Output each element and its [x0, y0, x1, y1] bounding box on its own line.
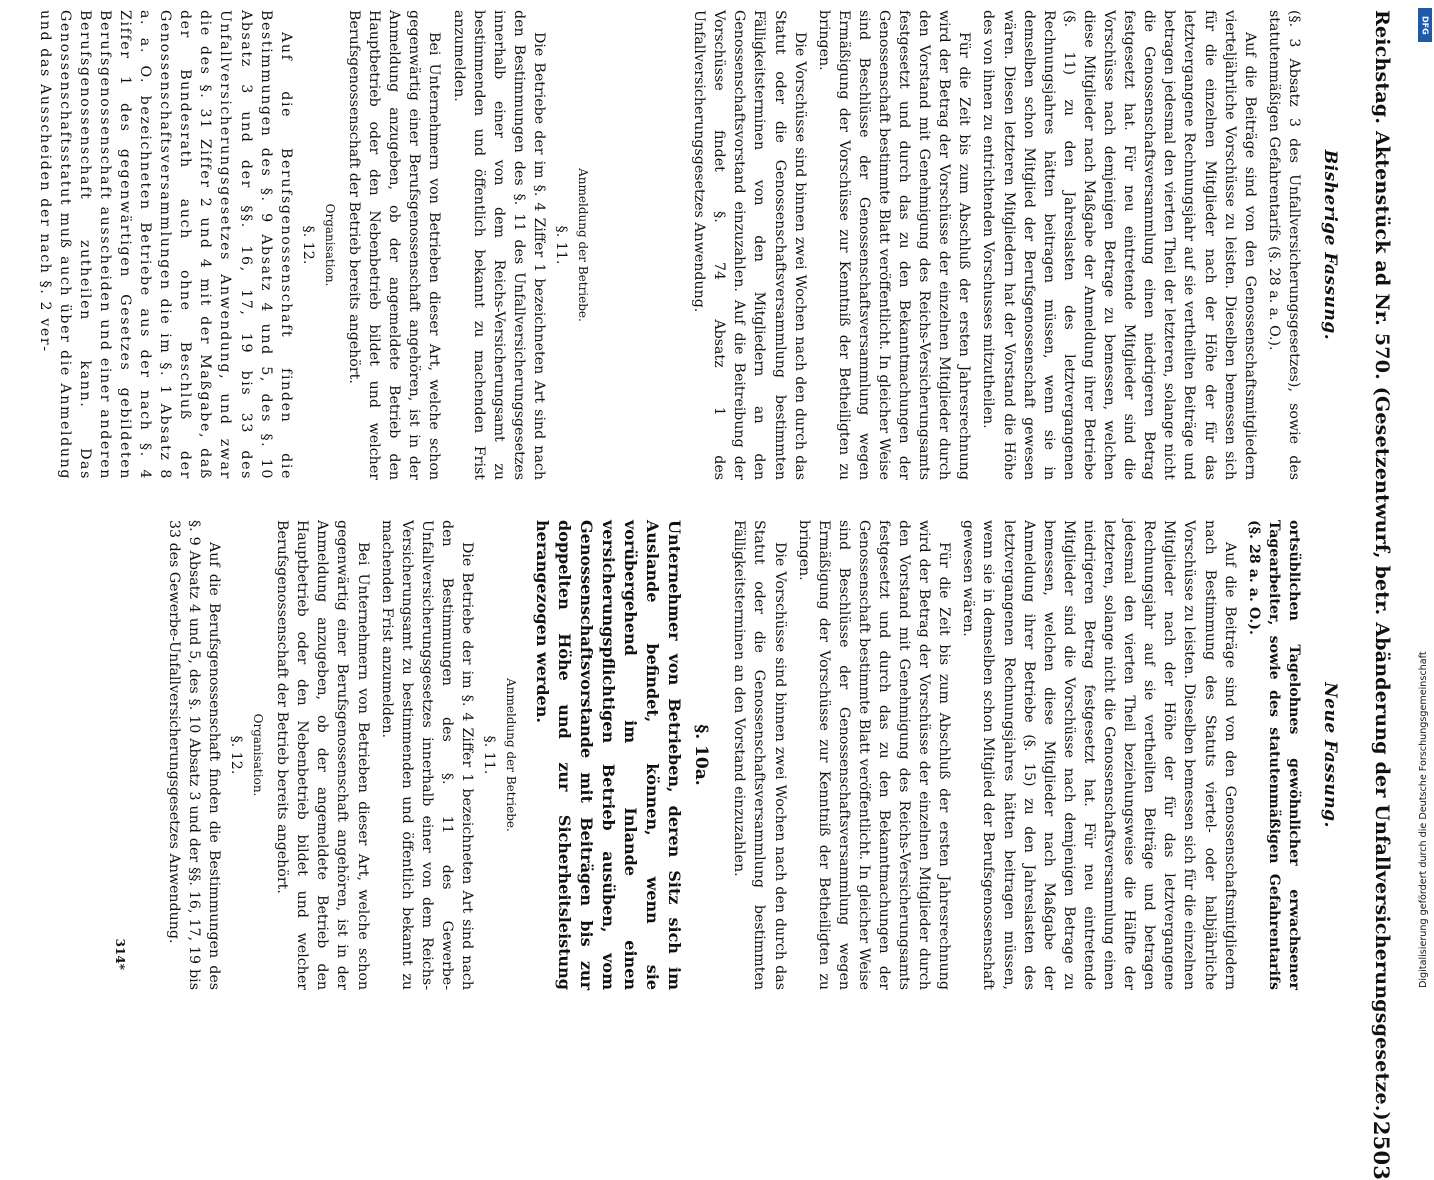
- signature-mark: 314*: [113, 938, 128, 970]
- section-caption: Organisation.: [251, 713, 266, 797]
- dfg-logo: DFG: [1418, 8, 1432, 42]
- column-previous-version: [36, 10, 1340, 480]
- section-number: §. 12.: [299, 225, 316, 265]
- section-number: §. 12.: [227, 735, 244, 775]
- paragraph: Die Vorschüsse sind binnen zwei Wochen nach den durch das Statut oder die Genossenschaftsversammlung bestimmten Fälligkeitsterminen an den Vorstand einzuzahlen.: [731, 520, 788, 990]
- paragraph: Bei Unternehmern von Betrieben dieser Art, welche schon gegenwärtig einer Berufsgenossenschaft angehören, ist in der Anmeldung anzugeben, ob der angemeldete Betrieb den Hauptbetrieb oder den Nebenbetrieb bildet und welcher Berufsgenossenschaft der Betrieb bereits angehört.: [274, 520, 371, 990]
- paragraph: Auf die Beiträge sind von den Genossenschaftsmitgliedern nach Bestimmung des Statuts viertel- oder halbjährliche Vorschüsse zu leisten. Dieselben bemessen sich für die einzelnen Mitglieder nach der Höhe der für das letztvergangene Rechnungsjahr auf sie vertheilten Beiträge und betragen jedesmal den vierten Theil beziehungsweise die Hälfte der letzteren, solange nicht die Genossenschaftsversammlung einen niedrigeren Betrag festgesetzt hat. Für neu eintretende Mitglieder sind die Vorschüsse nach demjenigen Betrage zu bemessen, welchen diese Mitglieder nach Maßgabe der Anmeldung ihrer Betriebe (§. 15) zu den Jahreslasten des letztvergangenen Rechnungsjahres hätten beitragen müssen, wenn sie in demselben schon Mitglied der Berufsgenossenschaft gewesen wären.: [960, 520, 1238, 990]
- section-caption: Anmeldung der Betriebe.: [576, 168, 591, 322]
- paragraph: Auf die Beiträge sind von den Genossenschaftsmitgliedern vierteljährliche Vorschüsse zu leisten. Dieselben bemessen sich für die einzelnen Mitglieder nach der Höhe der für das letztvergangene Rechnungsjahr auf sie vertheilten Beiträge und betragen jedesmal den vierten Theil der letzteren, solange nicht die Genossenschaftsversammlung einen niedrigeren Betrag festgesetzt hat. Für neu eintretende Mitglieder sind die Vorschüsse nach demjenigen Betrage zu bemessen, welchen diese Mitglieder nach Maßgabe der Anmeldung ihrer Betriebe (§. 11) zu den Jahreslasten des letztvergangenen Rechnungsjahres hätten beitragen müssen, wenn sie in demselben schon Mitglied der Berufsgenossenschaft gewesen wären. Diesen letzteren Mitgliedern hat der Vorstand die Höhe des von ihnen zu entrichtenden Vorschusses mitzutheilen.: [980, 10, 1258, 480]
- column-heading: Bisherige Fassung.: [1320, 149, 1340, 341]
- section-number: §. 11.: [553, 225, 569, 265]
- rotated-page-content: [36, 10, 1402, 1180]
- running-header: [1362, 10, 1402, 1180]
- column-new-version: [70, 520, 1340, 990]
- page-number: 2503: [1369, 1120, 1395, 1180]
- section-caption: Anmeldung der Betriebe.: [504, 678, 519, 832]
- credit-text: Digitalisierung gefördert durch die Deutsche Forschungsgemeinschaft: [1418, 651, 1429, 988]
- paragraph: Auf die Berufsgenossenschaft finden die Bestimmungen des §. 9 Absatz 4 und 5, des §. 10 Absatz 3 und der §§. 16, 17, 19 bis 33 des Unfallversicherungsgesetzes Anwendung, und zwar die des §. 31 Ziffer 2 und 4 mit der Maßgabe, daß der Bundesrath auch ohne Beschluß der Genossenschaftsversammlungen die im §. 1 Absatz 8 a. a. O. bezeichneten Betriebe aus der nach §. 4 Ziffer 1 des gegenwärtigen Gesetzes gebildeten Berufsgenossenschaft ausscheiden und einer anderen Berufsgenossenschaft zutheilen kann. Das Genossenschaftsstatut muß auch über die Anmeldung und das Ausscheiden der nach §. 2 ver-: [36, 10, 294, 480]
- section-number: §. 10a.: [691, 724, 712, 786]
- paragraph: Die Betriebe der im §. 4 Ziffer 1 bezeichneten Art sind nach den Bestimmungen des §. 11 des Unfallversicherungsgesetzes innerhalb einer von dem Reichs-Versicherungsamt zu bestimmenden und öffentlich bekannt zu machenden Frist anzumelden.: [450, 10, 547, 480]
- paragraph: Auf die Berufsgenossenschaft finden die Bestimmungen des §. 9 Absatz 4 und 5, des §. 10 Absatz 3 und der §§. 16, 17, 19 bis 33 des Gewerbe-Unfallversicherungsgesetzes Anwendung.: [165, 520, 222, 990]
- section-caption: Organisation.: [322, 203, 337, 287]
- column-heading: Neue Fassung.: [1320, 682, 1340, 828]
- paragraph: Die Vorschüsse sind binnen zwei Wochen nach den durch das Statut oder die Genossenschaftsversammlung bestimmten Fälligkeitsterminen von den Mitgliedern an den Genossenschaftsvorstand einzuzahlen. Auf die Beitreibung der Vorschüsse findet §. 74 Absatz 1 des Unfallversicherungsgesetzes Anwendung.: [691, 10, 808, 480]
- paragraph: Für die Zeit bis zum Abschluß der ersten Jahresrechnung wird der Betrag der Vorschüsse der einzelnen Mitglieder durch den Vorstand mit Genehmigung des Reichs-Versicherungsamts festgesetzt und durch das zu den Bekanntmachungen der Genossenschaft bestimmte Blatt veröffentlicht. In gleicher Weise sind Beschlüsse der Genossenschaftsversammlung wegen Ermäßigung der Vorschüsse zur Kenntniß der Betheiligten zu bringen.: [815, 10, 973, 480]
- header-title: Reichstag. Aktenstück ad Nr. 570. (Gesetzentwurf, betr. Abänderung der Unfallversicherungsgesetze.): [1371, 10, 1393, 1121]
- paragraph: (§. 3 Absatz 3 des Unfallversicherungsgesetzes), sowie des statutenmäßigen Gefahrentarifs (§. 28 a. a. O.).: [1265, 10, 1302, 480]
- section-number: §. 11.: [481, 735, 498, 775]
- section-text: Unternehmer von Betrieben, deren Sitz sich im Auslande befindet, können, wenn sie vorübergehend im Inlande einen versicherungspflichtigen Betrieb ausüben, vom Genossenschaftsvorstande mit Beiträgen bis zur doppelten Höhe und zur Sicherheitsleistung herangezogen werden.: [533, 520, 685, 990]
- paragraph: Die Betriebe der im §. 4 Ziffer 1 bezeichneten Art sind nach den Bestimmungen des §. 11 des Gewerbe-Unfallversicherungsgesetzes innerhalb einer von dem Reichs-Versicherungsamt zu bestimmenden und öffentlich bekannt zu machenden Frist anzumelden.: [378, 520, 475, 990]
- paragraph: ortsüblichen Tagelohnes gewöhnlicher erwachsener Tagearbeiter, sowie des statutenmäßigen Gefahrentarifs (§. 28 a. a. O.).: [1245, 520, 1302, 990]
- paragraph: Für die Zeit bis zum Abschluß der ersten Jahresrechnung wird der Betrag der Vorschüsse der einzelnen Mitglieder durch den Vorstand mit Genehmigung des Reichs-Versicherungsamts festgesetzt und durch das zu den Bekanntmachungen der Genossenschaft bestimmte Blatt veröffentlicht. In gleicher Weise sind Beschlüsse der Genossenschaftsversammlung wegen Ermäßigung der Vorschüsse zur Kenntniß der Betheiligten zu bringen.: [795, 520, 953, 990]
- digitization-credit: [1414, 8, 1434, 998]
- paragraph: Bei Unternehmern von Betrieben dieser Art, welche schon gegenwärtig einer Berufsgenossenschaft angehören, ist in der Anmeldung anzugeben, ob der angemeldete Betrieb den Hauptbetrieb oder den Nebenbetrieb bildet und welcher Berufsgenossenschaft der Betrieb bereits angehört.: [346, 10, 443, 480]
